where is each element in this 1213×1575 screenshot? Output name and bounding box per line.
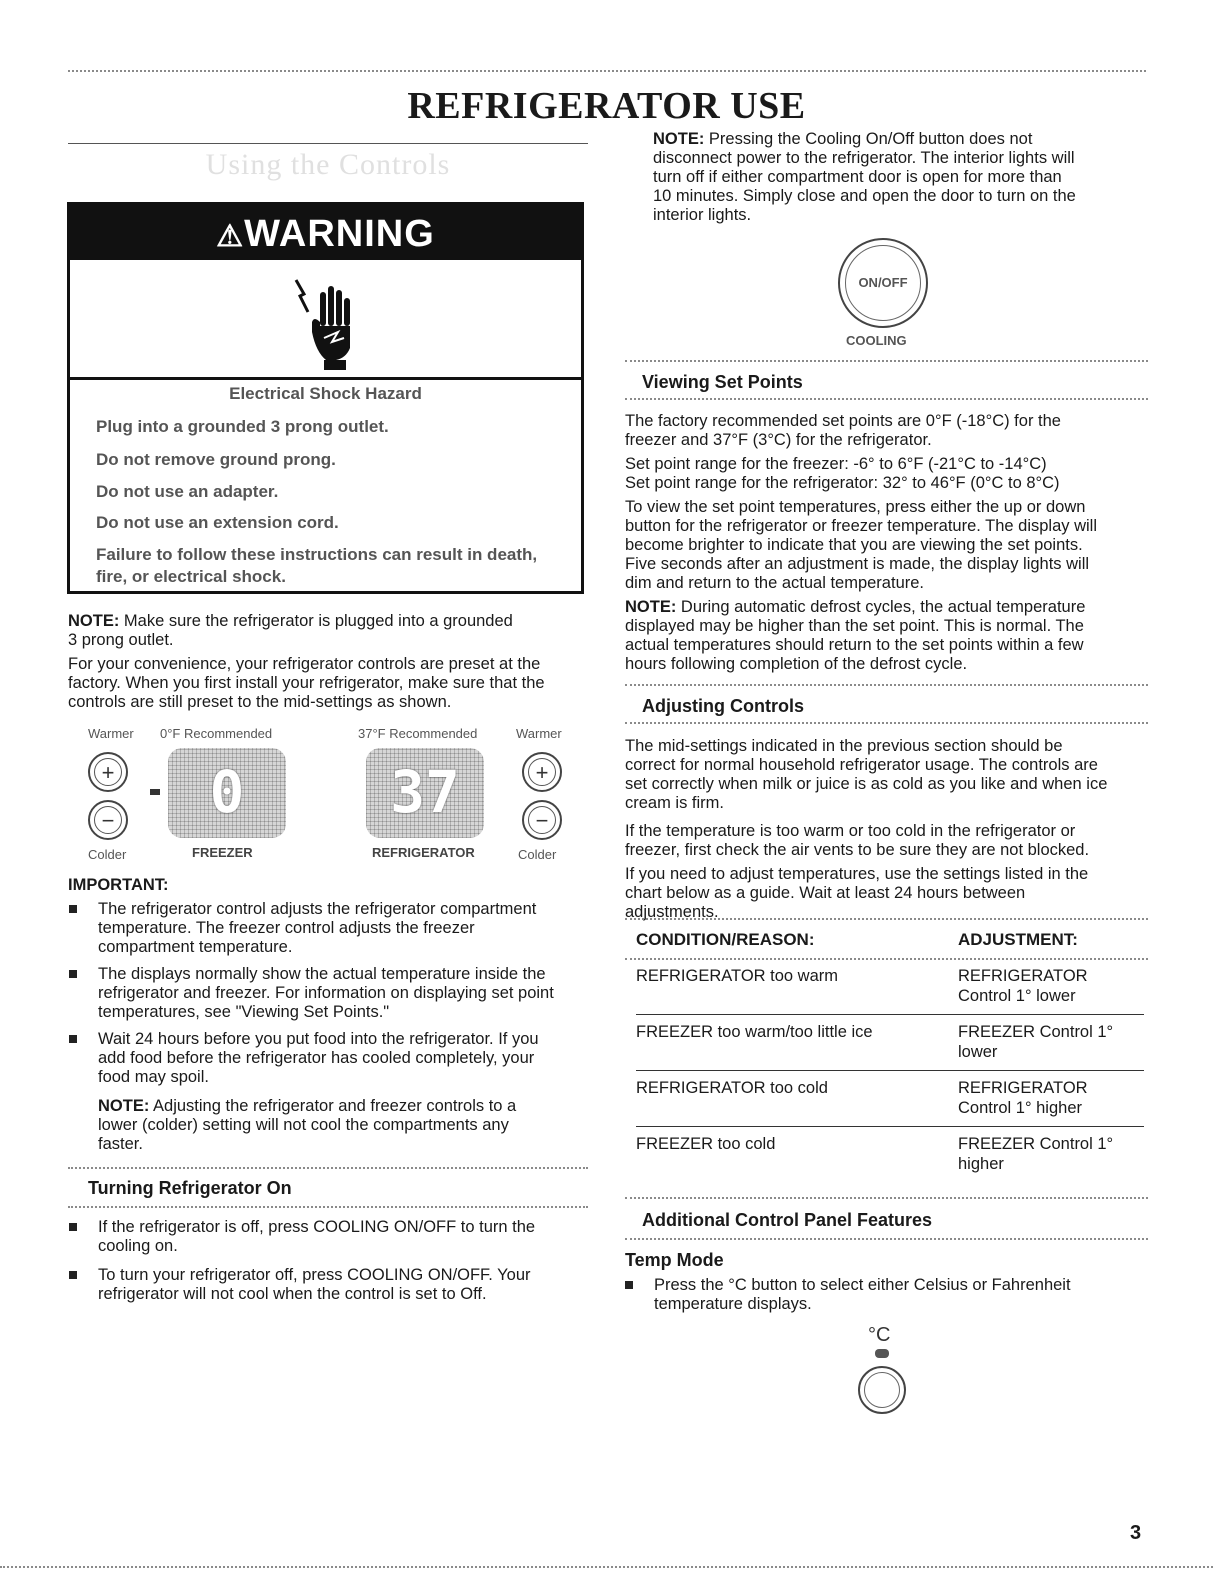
hazard-title: Electrical Shock Hazard bbox=[229, 384, 422, 403]
table-row: FREEZER too warm/too little ice FREEZER Control 1° lower bbox=[636, 1022, 1144, 1071]
celsius-label: °C bbox=[868, 1324, 891, 1346]
important-label: IMPORTANT: bbox=[68, 876, 169, 894]
refrigerator-up-button[interactable] bbox=[522, 752, 562, 792]
cooling-label: COOLING bbox=[846, 333, 907, 348]
cooling-onoff-button[interactable] bbox=[838, 238, 928, 328]
note-cooling: NOTE: Pressing the Cooling On/Off button does not disconnect power to the refrigerator. The interior lights will turn off if either compartment door is open for more than 10 minutes. Simply close and open the door to turn on the interior lights. bbox=[653, 130, 1076, 224]
adjusting-paragraph-3: If you need to adjust temperatures, use the settings listed in the chart below as a guide. Wait at least 24 hours between adjustments. bbox=[625, 865, 1089, 921]
page-title: REFRIGERATOR USE bbox=[407, 85, 806, 127]
minus-icon: − bbox=[101, 808, 115, 833]
colder-label-right: Colder bbox=[518, 847, 557, 862]
warning-line: Plug into a grounded 3 prong outlet. bbox=[96, 417, 389, 436]
dotted-rule bbox=[625, 684, 1148, 686]
colder-label-left: Colder bbox=[88, 847, 127, 862]
page-number: 3 bbox=[1130, 1522, 1142, 1544]
dotted-rule bbox=[625, 918, 1148, 920]
viewing-heading: Viewing Set Points bbox=[642, 372, 803, 392]
warning-box bbox=[67, 202, 584, 594]
refrigerator-label: REFRIGERATOR bbox=[372, 845, 475, 860]
warmer-label-right: Warmer bbox=[516, 726, 562, 741]
viewing-paragraph-2: To view the set point temperatures, press either the up or down button for the refrigerator or freezer temperature. The display will become brighter to indicate that you are viewing the set points. Five seconds after an adjustment is made, the display lights will dim and return to the actual temperature. bbox=[625, 498, 1097, 592]
warning-header: ⚠WARNING bbox=[70, 205, 581, 260]
section-rule bbox=[68, 143, 588, 144]
viewing-paragraph-1: The factory recommended set points are 0°F (-18°C) for the freezer and 37°F (3°C) for the refrigerator. bbox=[625, 412, 1061, 449]
warning-final-line: fire, or electrical shock. bbox=[96, 567, 286, 586]
bottom-rule bbox=[0, 1566, 1213, 1568]
indicator-light-icon bbox=[875, 1349, 889, 1358]
dotted-rule bbox=[625, 1238, 1148, 1240]
freezer-recommended-label: 0°F Recommended bbox=[160, 726, 273, 741]
warning-triangle-icon: ⚠ bbox=[216, 220, 245, 253]
preset-paragraph: For your convenience, your refrigerator controls are preset at the factory. When you first install your refrigerator, make sure that the controls are still preset to the mid-settings as shown. bbox=[68, 655, 545, 711]
additional-heading: Additional Control Panel Features bbox=[642, 1210, 933, 1230]
warning-line: Do not use an adapter. bbox=[96, 482, 279, 501]
dotted-rule bbox=[625, 958, 1148, 960]
warmer-label-left: Warmer bbox=[88, 726, 134, 741]
adjusting-paragraph-1: The mid-settings indicated in the previous section should be correct for normal household refrigerator usage. The controls are set correctly when milk or juice is as cold as you like and when ice cream is firm. bbox=[625, 737, 1108, 812]
table-row: REFRIGERATOR too warm REFRIGERATOR Control 1° lower bbox=[636, 966, 1144, 1015]
table-row: REFRIGERATOR too cold REFRIGERATOR Control 1° higher bbox=[636, 1078, 1144, 1127]
dotted-rule bbox=[625, 398, 1148, 400]
dotted-rule bbox=[625, 722, 1148, 724]
temp-mode-heading: Temp Mode bbox=[625, 1250, 724, 1270]
adjusting-heading: Adjusting Controls bbox=[642, 696, 804, 716]
table-header-adjustment: ADJUSTMENT: bbox=[958, 930, 1078, 949]
plus-icon: + bbox=[101, 760, 115, 785]
list-item: Wait 24 hours before you put food into the refrigerator. If you add food before the refrigerator has cooled completely, your food may spoil. bbox=[98, 1030, 588, 1087]
celsius-button[interactable] bbox=[858, 1366, 906, 1414]
dotted-rule bbox=[68, 1206, 588, 1208]
freezer-up-button[interactable] bbox=[88, 752, 128, 792]
plus-icon: + bbox=[535, 760, 549, 785]
refrigerator-down-button[interactable] bbox=[522, 800, 562, 840]
fridge-recommended-label: 37°F Recommended bbox=[358, 726, 478, 741]
list-item: To turn your refrigerator off, press COOLING ON/OFF. Your refrigerator will not cool when the control is set to Off. bbox=[98, 1266, 588, 1304]
viewing-ranges: Set point range for the freezer: -6° to 6°F (-21°C to -14°C) Set point range for the refrigerator: 32° to 46°F (0°C to 8°C) bbox=[625, 455, 1060, 492]
warning-line: Do not remove ground prong. bbox=[96, 450, 336, 469]
adjusting-paragraph-2: If the temperature is too warm or too cold in the refrigerator or freezer, first check the air vents to be sure they are not blocked. bbox=[625, 822, 1090, 859]
freezer-down-button[interactable] bbox=[88, 800, 128, 840]
top-rule bbox=[68, 70, 1146, 72]
note-plugged: NOTE: Make sure the refrigerator is plugged into a grounded 3 prong outlet. bbox=[68, 612, 513, 649]
connector-mark bbox=[150, 789, 160, 795]
warning-line: Do not use an extension cord. bbox=[96, 513, 339, 532]
list-item: The refrigerator control adjusts the refrigerator compartment temperature. The freezer control adjusts the freezer compartment temperature. bbox=[98, 900, 588, 957]
viewing-note: NOTE: During automatic defrost cycles, the actual temperature displayed may be higher than the set point. This is normal. The actual temperatures should return to the set points within a few hours following completion of the defrost cycle. bbox=[625, 598, 1086, 673]
freezer-display: 0 bbox=[168, 748, 286, 838]
warning-final-line: Failure to follow these instructions can result in death, bbox=[96, 545, 538, 564]
refrigerator-display: 37 bbox=[366, 748, 484, 838]
minus-icon: − bbox=[535, 808, 549, 833]
section-title: Using the Controls bbox=[205, 148, 451, 181]
table-header-condition: CONDITION/REASON: bbox=[636, 930, 815, 949]
turning-heading: Turning Refrigerator On bbox=[88, 1178, 292, 1198]
list-item: The displays normally show the actual temperature inside the refrigerator and freezer. For information on displaying set point temperatures, see "Viewing Set Points." bbox=[98, 965, 588, 1022]
list-item: Press the °C button to select either Celsius or Fahrenheit temperature displays. bbox=[654, 1276, 1148, 1314]
table-row: FREEZER too cold FREEZER Control 1° higher bbox=[636, 1135, 1114, 1173]
dotted-rule bbox=[625, 360, 1148, 362]
dotted-rule bbox=[68, 1167, 588, 1169]
freezer-label: FREEZER bbox=[192, 845, 253, 860]
electric-shock-hand-icon bbox=[286, 272, 366, 372]
note-adjusting: NOTE: Adjusting the refrigerator and freezer controls to a lower (colder) setting will not cool the compartments any faster. bbox=[98, 1097, 517, 1153]
onoff-label: ON/OFF bbox=[858, 275, 908, 290]
dotted-rule bbox=[625, 1197, 1148, 1199]
list-item: If the refrigerator is off, press COOLING ON/OFF to turn the cooling on. bbox=[98, 1218, 588, 1256]
